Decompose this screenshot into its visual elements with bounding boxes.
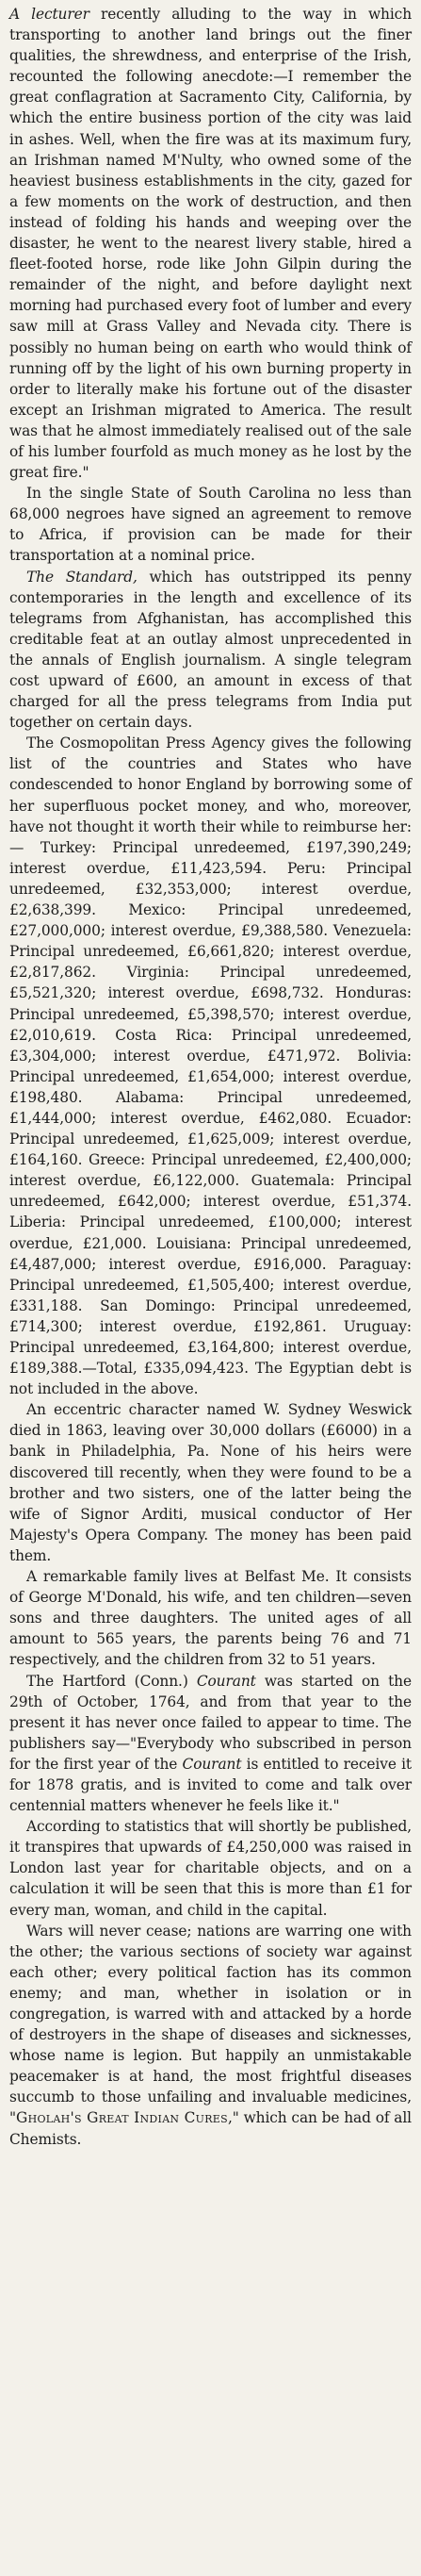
newspaper-name: Courant xyxy=(196,1672,256,1690)
paragraph-text: was started on the 29th of October, 1764, and from that year to the present it has never once failed to appear to time. The publishers say—"Everybody who subscribed in person for the first year of the xyxy=(9,1672,412,1773)
brand-name: Gholah's Great Indian Cures xyxy=(15,2109,228,2127)
paragraph-text: is entitled to receive it for 1878 gratis, and is invited to come and talk over centennial matters whenever he feels like it." xyxy=(9,1755,413,1815)
paragraph-text: The Hartford (Conn.) xyxy=(26,1672,197,1690)
newspaper-name: Courant xyxy=(182,1755,242,1773)
paragraph-indian-cures-advert xyxy=(9,1921,412,2150)
paragraph-lead: A lecturer xyxy=(9,6,89,23)
paragraph-hartford-courant xyxy=(9,1671,412,1817)
paragraph-text: recently alluding to the way in which transporting to another land brings out the finer qualities, the shrewdness, and enterprise of the Irish, recounted the following anecdote:—I remember the great conflagration at Sacramento City, California, by which the entire business portion of the city was laid in ashes. Well, when the fire was at its maximum fury, an Irishman named M'Nulty, who owned some of the heaviest business establishments in the city, gazed for a few moments on the work of destruction, and then instead of folding his hands and weeping over the disaster, he went to the nearest livery stable, hired a fleet-footed horse, rode like John Gilpin during the remainder of the night, and before daylight next morning had purchased every foot of lumber and every saw mill at Grass Valley and Nevada city. There is possibly no human being on earth who would think of running off by the light of his own burning property in order to literally make his fortune out of the disaster except an Irishman migrated to America. The result was that he almost immediately realised out of the sale of his lumber fourfold as much money as he lost by the great fire." xyxy=(9,6,413,482)
paragraph-text: Wars will never cease; nations are warring one with the other; the various sections of society war against each other; every political faction has its common enemy; and man, whether in isolation or in congregation, is warred with and attacked by a horde of destroyers in the shape of diseases and sicknesses, whose name is legion. But happily an unmistakable peacemaker is at hand, the most frightful diseases succumb to those unfailing and invaluable medicines, " xyxy=(9,1922,412,2127)
paragraph-weswick-estate: An eccentric character named W. Sydney Weswick died in 1863, leaving over 30,000 dollars (£6000) in a bank in Philadelphia, Pa. None of his heirs were discovered till recently, when they were found to be a brother and two sisters, one of the latter being the wife of Signor Arditi, musical conductor of Her Majesty's Opera Company. The money has been paid them. xyxy=(9,1401,412,1564)
paragraph-belfast-family: A remarkable family lives at Belfast Me. It consists of George M'Donald, his wife, and ten children—seven sons and three daughters. The united ages of all amount to 565 years, the parents being 76 and 71 respectively, and the children from 32 to 51 years. xyxy=(9,1568,412,1669)
paragraph-irish-anecdote xyxy=(9,4,412,483)
paragraph-south-carolina: In the single State of South Carolina no less than 68,000 negroes have signed an agreement to remove to Africa, if provision can be made for their transportation at a nominal price. xyxy=(9,485,412,565)
paragraph-foreign-debts: The Cosmopolitan Press Agency gives the following list of the countries and States who have condescended to honor England by borrowing some of her superfluous pocket money, and who, moreover, have not thought it worth their while to reimburse her:— Turkey: Principal unredeemed, £197,390,249; interest overdue, £11,423,594. Peru: Principal unredeemed, £32,353,000; interest overdue, £2,638,399. Mexico: Principal unredeemed, £27,000,000; interest overdue, £9,388,580. Venezuela: Principal unredeemed, £6,661,820; interest overdue, £2,817,862. Virginia: Principal unredeemed, £5,521,320; interest overdue, £698,732. Honduras: Principal unredeemed, £5,398,570; interest overdue, £2,010,619. Costa Rica: Principal unredeemed, £3,304,000; interest overdue, £471,972. Bolivia: Principal unredeemed, £1,654,000; interest overdue, £198,480. Alabama: Principal unredeemed, £1,444,000; interest overdue, £462,080. Ecuador: Principal unredeemed, £1,625,009; interest overdue, £164,160. Greece: Principal unredeemed, £2,400,000; interest overdue, £6,122,000. Guatemala: Principal unredeemed, £642,000; interest overdue, £51,374. Liberia: Principal unredeemed, £100,000; interest overdue, £21,000. Louisiana: Principal unredeemed, £4,487,000; interest overdue, £916,000. Paraguay: Principal unredeemed, £1,505,400; interest overdue, £331,188. San Domingo: Principal unredeemed, £714,300; interest overdue, £192,861. Uruguay: Principal unredeemed, £3,164,800; interest overdue, £189,388.—Total, £335,094,423. The Egyptian debt is not included in the above. xyxy=(9,735,412,1398)
paragraph-text: which has outstripped its penny contemporaries in the length and excellence of its telegrams from Afghanistan, has accomplished this creditable feat at an outlay almost unprecedented in the annals of English journalism. A single telegram cost upward of £600, an amount in excess of that charged for all the press telegrams from India put together on certain days. xyxy=(9,568,412,732)
paragraph-standard-telegrams xyxy=(9,567,412,734)
paragraph-text: ," which can be had of all Chemists. xyxy=(9,2109,412,2148)
newspaper-column xyxy=(9,4,412,2150)
paragraph-london-charity: According to statistics that will shortly be published, it transpires that upwards of £4,250,000 was raised in London last year for charitable objects, and on a calculation it will be seen that this is more than £1 for every man, woman, and child in the capital. xyxy=(9,1818,412,1919)
paragraph-lead: The Standard, xyxy=(26,568,138,586)
